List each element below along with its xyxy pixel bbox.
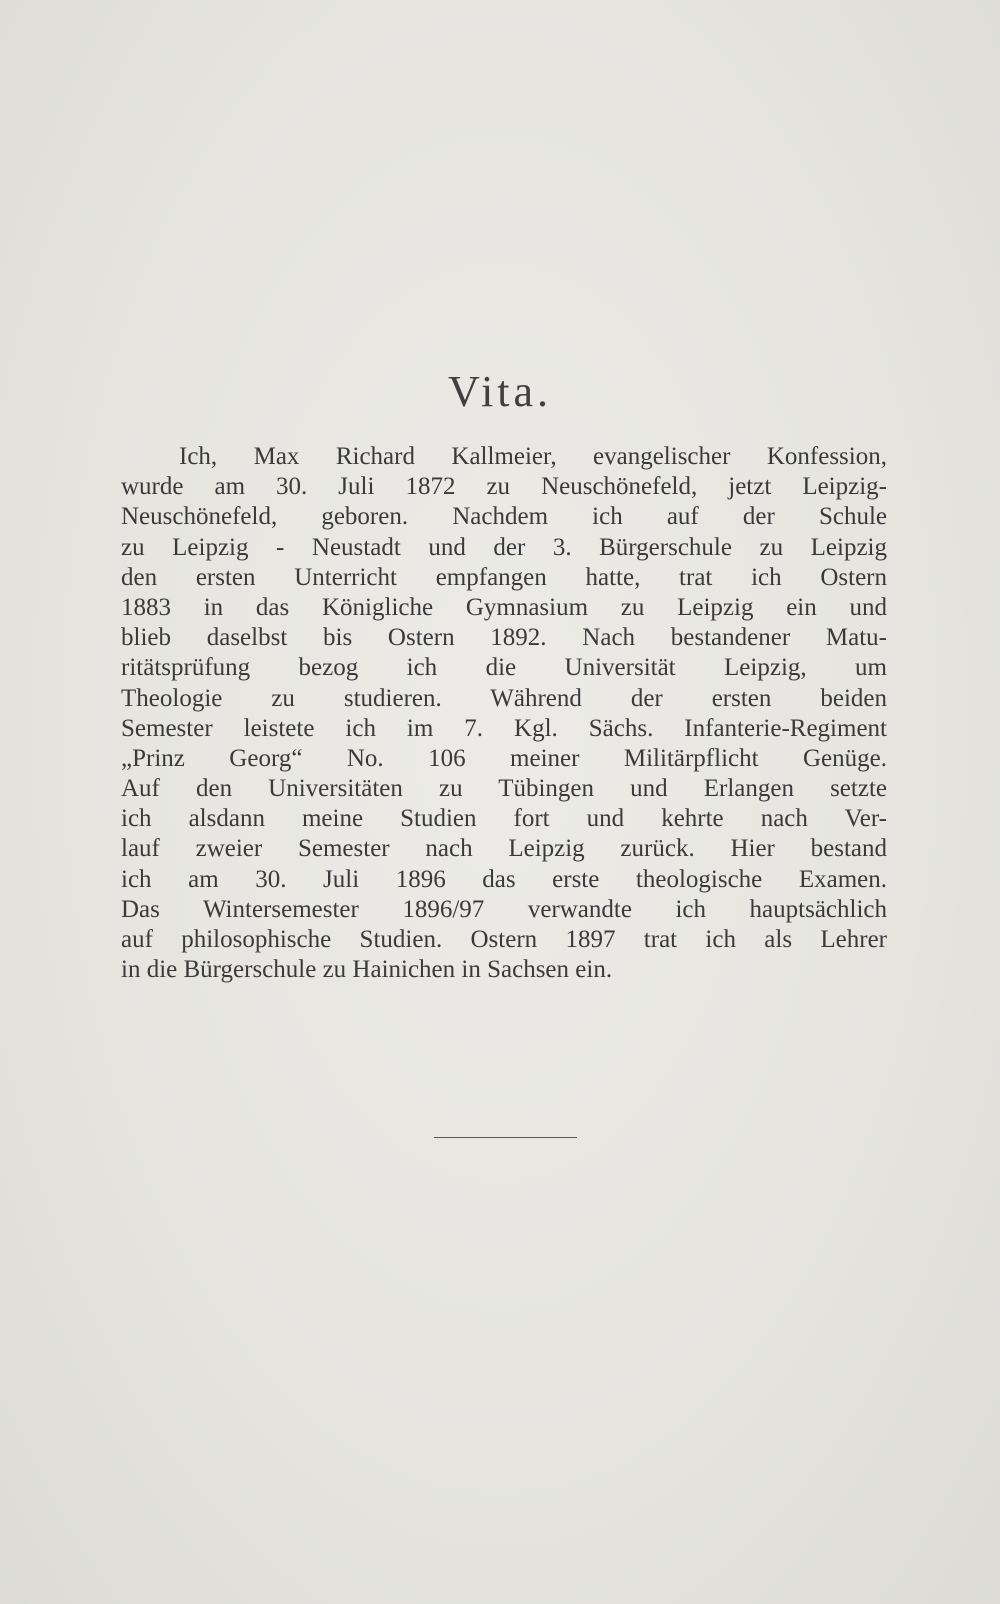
text-line: auf philosophische Studien. Ostern 1897 trat ich als Lehrer [121, 926, 887, 953]
text-line: lauf zweier Semester nach Leipzig zurück. Hier bestand [121, 835, 887, 863]
text-line: Auf den Universitäten zu Tübingen und Erlangen setzte [121, 775, 887, 803]
text-line: den ersten Unterricht empfangen hatte, trat ich Ostern [121, 563, 887, 591]
text-line: zu Leipzig - Neustadt und der 3. Bürgerschule zu Leipzig [121, 533, 887, 561]
text-line: „Prinz Georg“ No. 106 meiner Militärpflicht Genüge. [121, 744, 887, 772]
text-line: Ich, Max Richard Kallmeier, evangelischer Konfession, [179, 443, 887, 470]
vita-paragraph [121, 442, 887, 985]
text-line: 1883 in das Königliche Gymnasium zu Leipzig ein und [121, 593, 887, 621]
text-line: ich am 30. Juli 1896 das erste theologische Examen. [121, 865, 887, 893]
text-line: in die Bürgerschule zu Hainichen in Sachsen ein. [121, 956, 613, 984]
text-line: Das Wintersemester 1896/97 verwandte ich hauptsächlich [121, 895, 887, 923]
section-divider [434, 1137, 577, 1138]
text-line: ritätsprüfung bezog ich die Universität Leipzig, um [121, 654, 887, 682]
text-line: blieb daselbst bis Ostern 1892. Nach bestandener Matu- [121, 624, 887, 652]
text-line: Neuschönefeld, geboren. Nachdem ich auf der Schule [121, 503, 887, 531]
text-line: wurde am 30. Juli 1872 zu Neuschönefeld, jetzt Leipzig- [121, 473, 887, 501]
text-line: Theologie zu studieren. Während der ersten beiden [121, 684, 887, 712]
page-title: Vita. [447, 367, 553, 416]
text-line: Semester leistete ich im 7. Kgl. Sächs. Infanterie-Regiment [121, 714, 887, 742]
text-line: ich alsdann meine Studien fort und kehrte nach Ver- [121, 805, 887, 833]
